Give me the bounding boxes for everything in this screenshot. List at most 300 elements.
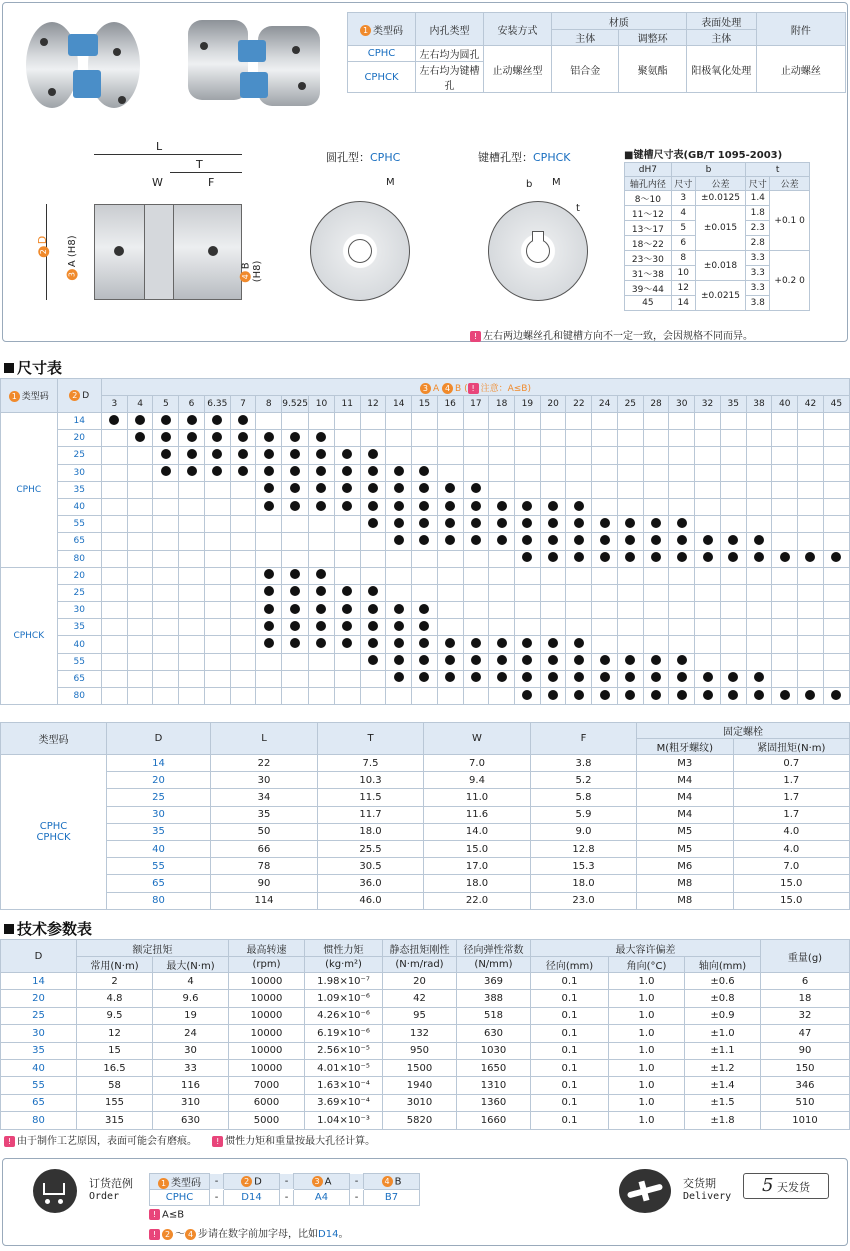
avail-cell [720,619,746,636]
avail-cell [746,653,772,670]
order-example-table: 1 类型码 - 2 D - 3 A - 4 B CPHC - D14 - A4 - B7 [149,1173,420,1206]
dash: - [210,1190,224,1206]
dim-cell: M6 [637,858,734,875]
tech-cell: 10000 [229,1059,305,1076]
avail-cell [617,464,643,481]
tech-cell: 18 [761,990,850,1007]
tech-cell: 32 [761,1007,850,1024]
tech-cell: 0.1 [531,1077,609,1094]
avail-cell [386,481,412,498]
avail-cell [360,481,386,498]
tech-row [1,1042,850,1059]
avail-cell [798,413,824,430]
avail-cell [309,653,335,670]
tech-cell: 19 [153,1007,229,1024]
available-dot [728,552,738,562]
avail-cell [282,533,309,550]
tech-cell: 55 [1,1077,77,1094]
available-dot [677,655,687,665]
available-dot [780,690,790,700]
type-code: CPHCK [348,62,416,93]
avail-row [1,602,850,619]
avail-cell [153,430,179,447]
avail-cell [798,602,824,619]
avail-cell [515,430,541,447]
tech-cell: 1010 [761,1112,850,1129]
th-type: 类型码 [21,392,49,402]
available-dot [264,449,274,459]
avail-cell [360,533,386,550]
dim-cell: 25 [107,789,211,806]
avail-cell [592,688,618,705]
avail-cell [386,602,412,619]
avail-cell [256,688,282,705]
avail-cell [412,533,438,550]
avail-cell [256,584,282,601]
avail-cell [592,584,618,601]
available-dot [316,483,326,493]
avail-cell [179,516,205,533]
avail-cell [720,447,746,464]
dim-cell: 14.0 [424,823,531,840]
available-dot [419,672,429,682]
tech-cell: 150 [761,1059,850,1076]
avail-cell [386,550,412,567]
avail-cell [823,636,849,653]
note-icon: ! [470,331,481,342]
avail-cell [823,447,849,464]
available-dot [316,621,326,631]
available-dot [290,586,300,596]
kw-cell: 2.3 [746,221,770,236]
bore-col-header: 19 [515,396,541,413]
avail-cell [720,602,746,619]
avail-cell [617,413,643,430]
avail-cell [720,516,746,533]
avail-cell [127,688,153,705]
avail-cell [695,670,721,687]
available-dot [651,690,661,700]
available-dot [238,432,248,442]
kw-th-tol: 公差 [695,177,746,191]
th-radial: 径向弹性常数 [457,940,531,957]
dim-cell: M4 [637,806,734,823]
avail-cell [489,550,515,567]
avail-cell [334,498,360,515]
dim-cell: 15.0 [424,840,531,857]
avail-cell [101,584,127,601]
avail-cell [515,447,541,464]
avail-cell [127,413,153,430]
oh-d: D [254,1176,262,1188]
avail-cell [592,619,618,636]
avail-cell [256,670,282,687]
dim-cell: 9.4 [424,772,531,789]
tech-notes: ! 由于制作工艺原因，表面可能会有磨痕。 ! 惯性力矩和重量按最大孔径计算。 [4,1132,375,1147]
th-bore: 内孔类型 [416,13,484,46]
kw-cell: 3.8 [746,296,770,311]
th-l: L [211,723,318,755]
dim-cell: 22.0 [424,892,531,909]
avail-cell [437,430,463,447]
bore-col-header: 28 [643,396,669,413]
avail-cell [772,584,798,601]
avail-cell [437,498,463,515]
avail-cell [412,498,438,515]
tech-cell: 9.5 [77,1007,153,1024]
avail-cell [798,584,824,601]
available-dot [805,552,815,562]
avail-cell [695,516,721,533]
avail-cell [643,516,669,533]
kw-cell: 6 [671,236,695,251]
avail-cell [798,688,824,705]
avail-cell [540,516,566,533]
tech-section-title: 技术参数表 [4,918,92,939]
tech-cell: 1660 [457,1112,531,1129]
avail-cell [746,447,772,464]
avail-cell [592,481,618,498]
avail-cell [489,516,515,533]
avail-cell [437,688,463,705]
avail-cell [412,550,438,567]
dim-row [1,806,850,823]
tech-cell: 630 [153,1112,229,1129]
bore-col-header: 40 [772,396,798,413]
avail-cell [669,653,695,670]
th-surface-body: 主体 [686,30,756,46]
avail-cell [282,481,309,498]
avail-cell [360,516,386,533]
avail-cell [720,481,746,498]
avail-cell [153,481,179,498]
avail-cell [230,619,256,636]
avail-cell [592,550,618,567]
avail-cell [540,602,566,619]
avail-cell [360,636,386,653]
bore-col-header: 38 [746,396,772,413]
avail-cell [746,498,772,515]
avail-cell [127,516,153,533]
kw-cell: ±0.018 [695,251,746,281]
available-dot [600,552,610,562]
th-t: T [318,723,424,755]
dim-cell: 55 [107,858,211,875]
available-dot [394,621,404,631]
avail-cell [360,670,386,687]
tech-cell: ±1.0 [685,1025,761,1042]
product-image-2 [180,12,330,112]
avail-cell [101,653,127,670]
avail-cell [360,619,386,636]
th-accessory: 附件 [756,13,845,46]
tech-row [1,1094,850,1111]
avail-cell [334,619,360,636]
available-dot [212,449,222,459]
order-note-2-end: 。 [338,1229,349,1240]
order-panel [2,1158,848,1246]
avail-cell [669,481,695,498]
available-dot [600,535,610,545]
bore-col-header: 32 [695,396,721,413]
tech-cell: 1.98×10⁻⁷ [305,973,383,990]
dash: - [350,1190,364,1206]
tech-cell: 0.1 [531,1059,609,1076]
avail-row [1,430,850,447]
avail-cell [617,619,643,636]
available-dot [497,535,507,545]
available-dot [187,415,197,425]
th-speed: 最高转速 [229,940,305,957]
avail-cell [617,670,643,687]
avail-cell [412,584,438,601]
dash: - [280,1190,294,1206]
avail-cell [823,533,849,550]
dim-cell: 7.0 [424,755,531,772]
avail-cell [256,516,282,533]
bore-col-header: 10 [309,396,335,413]
avail-cell [256,481,282,498]
type-code-1: CPHC [39,820,68,832]
avail-cell [334,430,360,447]
avail-cell [360,550,386,567]
dim-cell: 18.0 [424,875,531,892]
avail-cell [566,550,592,567]
avail-cell [643,481,669,498]
tech-cell: 42 [383,990,457,1007]
avail-cell [823,413,849,430]
dim-cell: 15.0 [733,875,849,892]
th-inertia: 惯性力矩 [305,940,383,957]
avail-cell [515,533,541,550]
avail-cell [153,653,179,670]
avail-cell [153,447,179,464]
avail-cell [746,670,772,687]
avail-cell [282,498,309,515]
dim-cell: 10.3 [318,772,424,789]
dash: - [280,1174,294,1190]
th-a: A [432,383,440,394]
avail-cell [489,498,515,515]
tech-cell: 630 [457,1025,531,1042]
avail-cell [592,516,618,533]
tech-cell: 1360 [457,1094,531,1111]
label-D: D [36,235,50,245]
tech-cell: 10000 [229,1042,305,1059]
avail-cell [334,516,360,533]
delivery-title: 交货期 [683,1177,716,1190]
available-dot [728,535,738,545]
tech-cell: ±0.6 [685,973,761,990]
avail-cell [643,670,669,687]
d-value: 55 [57,516,101,533]
th-stiff: 静态扭矩刚性 [383,940,457,957]
avail-cell [282,567,309,584]
avail-cell [101,636,127,653]
available-dot [805,690,815,700]
avail-cell [669,602,695,619]
tech-row [1,1112,850,1129]
dim-cell: 15.0 [733,892,849,909]
available-dot [419,483,429,493]
avail-cell [386,584,412,601]
available-dot [368,638,378,648]
avail-cell [179,430,205,447]
avail-cell [360,584,386,601]
avail-cell [101,533,127,550]
avail-cell [230,567,256,584]
th-note: 注意：A≤B) [480,383,531,394]
available-dot [780,552,790,562]
avail-cell [256,619,282,636]
available-dot [264,432,274,442]
bore-col-header: 15 [412,396,438,413]
dim-cell: 11.5 [318,789,424,806]
th-tol-x: 轴向(mm) [685,957,761,973]
label-b: b [526,179,533,190]
kw-cell: 12 [671,281,695,296]
keyway-note [470,327,753,342]
avail-cell [669,584,695,601]
kw-cell: 3.3 [746,251,770,266]
dim-cell: 18.0 [318,823,424,840]
available-dot [394,483,404,493]
avail-cell [746,516,772,533]
available-dot [290,501,300,511]
avail-cell [489,567,515,584]
tech-cell: ±1.1 [685,1042,761,1059]
avail-cell [256,430,282,447]
available-dot [264,483,274,493]
available-dot [394,604,404,614]
avail-cell [540,636,566,653]
available-dot [212,432,222,442]
avail-cell [772,602,798,619]
tech-cell: 6.19×10⁻⁶ [305,1025,383,1042]
avail-row [1,550,850,567]
th-inertia-unit: (kg·m²) [305,957,383,973]
avail-cell [772,533,798,550]
available-dot [419,604,429,614]
dim-cell: 11.6 [424,806,531,823]
available-dot [651,518,661,528]
avail-cell [256,413,282,430]
avail-cell [823,516,849,533]
avail-cell [230,516,256,533]
tech-row [1,1059,850,1076]
avail-cell [153,498,179,515]
available-dot [316,586,326,596]
available-dot [471,501,481,511]
avail-cell [282,584,309,601]
available-dot [419,638,429,648]
available-dot [574,535,584,545]
tech-cell: 510 [761,1094,850,1111]
tech-cell: 7000 [229,1077,305,1094]
tech-cell: 10000 [229,973,305,990]
available-dot [419,518,429,528]
available-dot [703,672,713,682]
airplane-icon [619,1169,671,1213]
dim-cell: M5 [637,823,734,840]
tech-cell: 0.1 [531,1025,609,1042]
kw-cell: 10 [671,266,695,281]
available-dot [831,552,841,562]
available-dot [677,518,687,528]
avail-row [1,567,850,584]
avail-cell [540,584,566,601]
avail-cell [592,636,618,653]
avail-cell [772,498,798,515]
dim-cell: 14 [107,755,211,772]
avail-cell [179,464,205,481]
avail-cell [230,602,256,619]
tech-cell: 132 [383,1025,457,1042]
avail-cell [643,533,669,550]
key-label: 键槽孔型： [478,151,533,164]
dim-cell: 18.0 [531,875,637,892]
num-badge: 2 [38,246,49,257]
avail-cell [386,567,412,584]
th-torque: 紧固扭矩(N·m) [733,739,849,755]
avail-cell [101,550,127,567]
tech-cell: 80 [1,1112,77,1129]
avail-cell [204,533,230,550]
tech-cell: 4 [153,973,229,990]
order-note-2-text: 步请在数字前加字母，比如 [198,1229,318,1240]
available-dot [548,518,558,528]
avail-cell [412,688,438,705]
label-M: M [552,177,561,188]
available-dot [522,638,532,648]
available-dot [212,415,222,425]
label-W: W [152,176,163,189]
kw-th-shaft: 轴孔内径 [625,177,672,191]
avail-cell [360,498,386,515]
avail-cell [720,533,746,550]
tech-cell: 155 [77,1094,153,1111]
dim-cell: 1.7 [733,806,849,823]
dim-cell: 23.0 [531,892,637,909]
avail-cell [386,653,412,670]
avail-cell [386,498,412,515]
dim-cell: 30 [211,772,318,789]
available-dot [574,638,584,648]
avail-cell [798,464,824,481]
dim-cell: 3.8 [531,755,637,772]
avail-cell [798,498,824,515]
avail-cell [798,447,824,464]
avail-cell [823,584,849,601]
avail-cell [643,464,669,481]
dim-cell: 7.5 [318,755,424,772]
avail-cell [746,567,772,584]
avail-cell [127,567,153,584]
avail-cell [127,481,153,498]
avail-cell [823,550,849,567]
avail-cell [412,653,438,670]
avail-cell [127,636,153,653]
bore-col-header: 11 [334,396,360,413]
avail-cell [746,413,772,430]
avail-cell [823,619,849,636]
available-dot [368,501,378,511]
available-dot [574,672,584,682]
kw-th-t: t [746,163,810,177]
tech-cell: 1.0 [609,990,685,1007]
avail-cell [566,636,592,653]
avail-cell [437,550,463,567]
